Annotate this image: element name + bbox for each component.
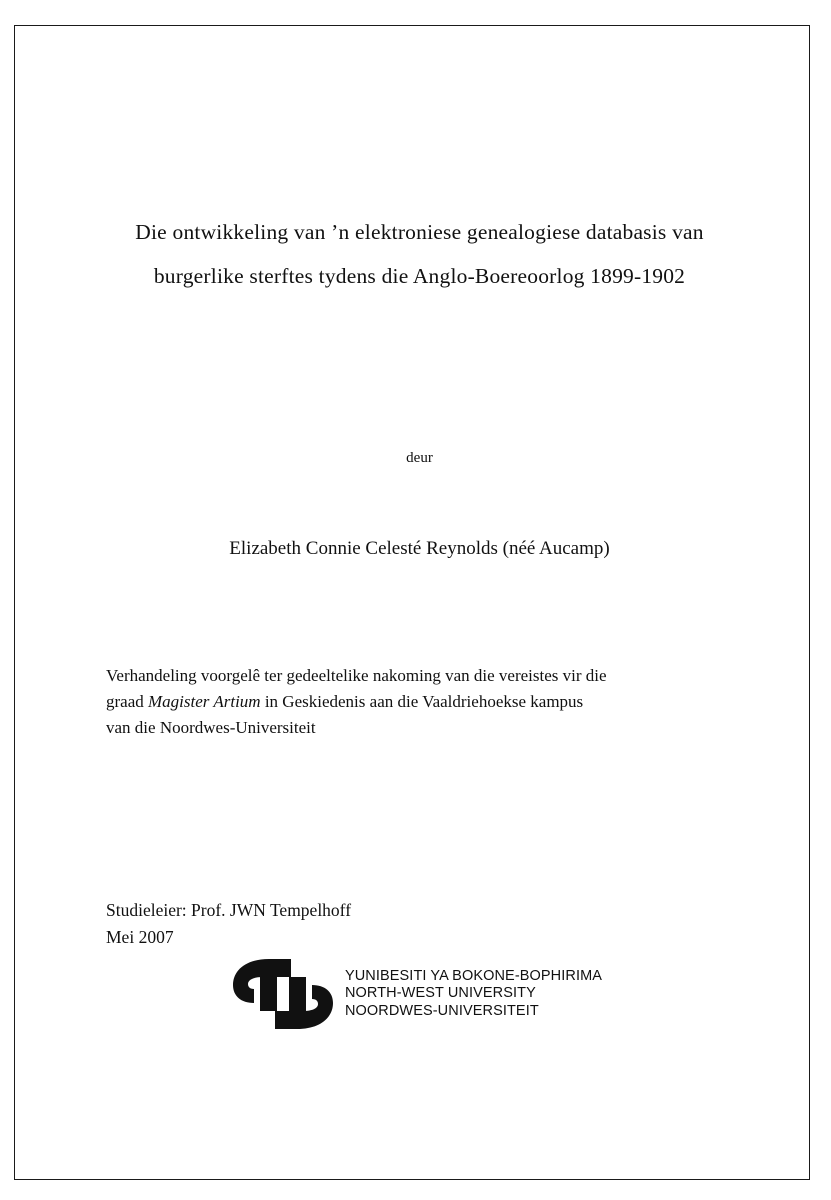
nwu-logo-icon [229, 955, 337, 1033]
date-line: Mei 2007 [106, 927, 174, 947]
supervisor-block [106, 897, 351, 951]
page-title [104, 210, 735, 298]
author-name: Elizabeth Connie Celesté Reynolds (néé Aucamp) [229, 538, 610, 559]
byline-label: deur [406, 450, 433, 466]
degree-statement-line-2-prefix: graad [106, 692, 149, 711]
logo-text-line-2: NORTH-WEST UNIVERSITY [344, 985, 536, 1002]
university-logo [0, 955, 831, 1033]
logo-group [229, 955, 602, 1033]
degree-name: Magister Artium [148, 692, 261, 711]
degree-statement-line-2 [106, 689, 732, 715]
degree-statement-line-1: Verhandeling voorgelê ter gedeeltelike nakoming van die vereistes vir die [106, 666, 607, 685]
degree-statement-line-2-suffix: in Geskiedenis aan die Vaaldriehoekse kampus [260, 692, 584, 711]
logo-text-line-1: YUNIBESITI YA BOKONE-BOPHIRIMA [344, 967, 603, 984]
logo-text [345, 968, 602, 1021]
title-line-1: Die ontwikkeling van ’n elektroniese genealogiese databasis van [135, 220, 704, 244]
degree-statement [106, 663, 732, 741]
logo-text-line-3: NOORDWES-UNIVERSITEIT [344, 1002, 539, 1019]
supervisor-line: Studieleier: Prof. JWN Tempelhoff [106, 900, 352, 920]
degree-statement-line-3: van die Noordwes-Universiteit [106, 718, 316, 737]
title-line-2: burgerlike sterftes tydens die Anglo-Boereoorlog 1899-1902 [153, 264, 686, 288]
